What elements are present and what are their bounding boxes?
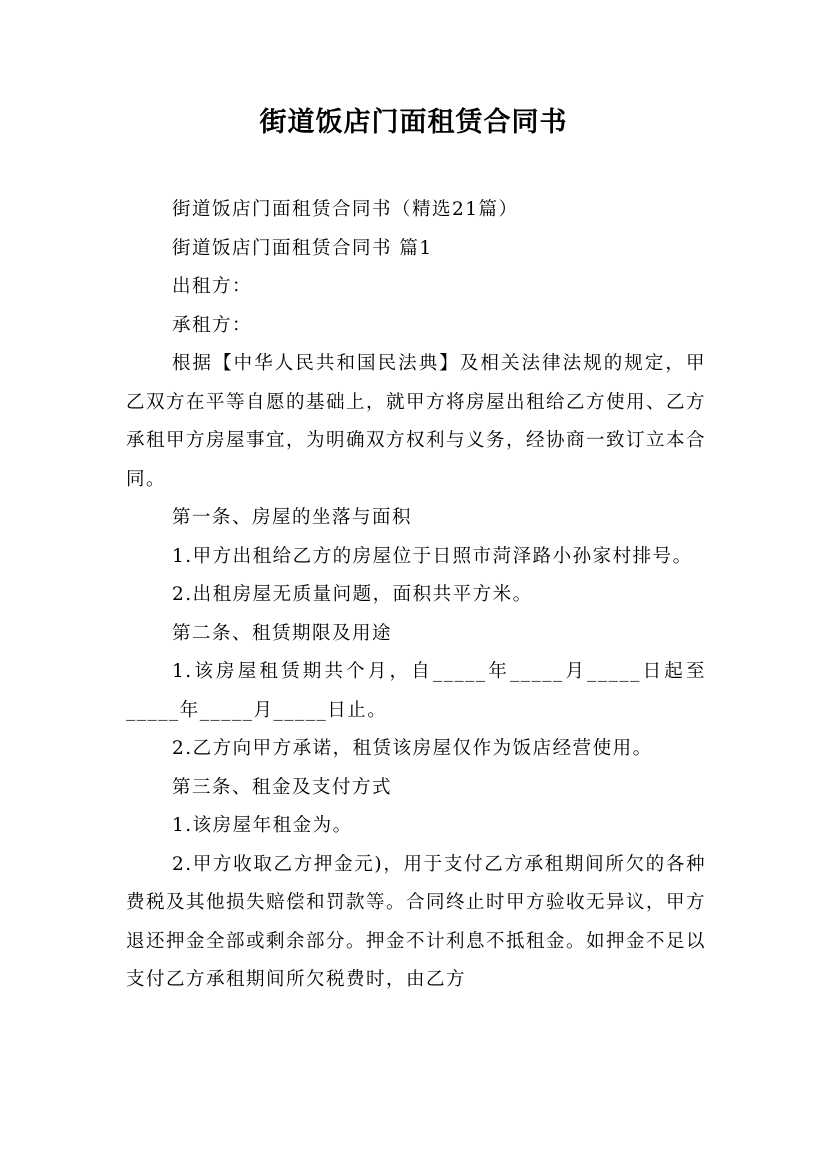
paragraph-article-2-item-1: 1.该房屋租赁期共个月，自_____年_____月_____日起至_____年_____月_____日止。 (126, 661, 706, 721)
paragraph-preamble: 根据【中华人民共和国民法典】及相关法律法规的规定，甲乙双方在平等自愿的基础上，就甲方将房屋出租给乙方使用、乙方承租甲方房屋事宜，为明确双方权利与义务，经协商一致订立本合同。 (126, 353, 707, 490)
paragraph-article-1-heading: 第一条、房屋的坐落与面积 (172, 507, 413, 528)
paragraph-article-2-item-2: 2.乙方向甲方承诺，租赁该房屋仅作为饭店经营使用。 (172, 738, 653, 759)
paragraph-article-1-item-1: 1.甲方出租给乙方的房屋位于日照市菏泽路小孙家村排号。 (172, 545, 693, 567)
document-body (126, 191, 706, 1000)
paragraph-section-heading: 街道饭店门面租赁合同书 篇1 (172, 237, 433, 259)
paragraph-article-3-item-2: 2.甲方收取乙方押金元)，用于支付乙方承租期间所欠的各种费税及其他损失赔偿和罚款等。合同终止时甲方验收无异议，甲方退还押金全部或剩余部分。押金不计利息不抵租金。如押金不足以支付乙方承租期间所欠税费时，由乙方 (126, 853, 707, 990)
paragraph-article-3-item-1: 1.该房屋年租金为。 (172, 815, 353, 836)
paragraph-subtitle: 街道饭店门面租赁合同书（精选21篇） (172, 199, 519, 220)
document-title: 街道饭店门面租赁合同书 (259, 107, 568, 138)
paragraph-lessee: 承租方： (172, 314, 253, 336)
paragraph-article-3-heading: 第三条、租金及支付方式 (172, 776, 393, 798)
paragraph-article-1-item-2: 2.出租房屋无质量问题，面积共平方米。 (172, 584, 533, 605)
paragraph-article-2-heading: 第二条、租赁期限及用途 (172, 622, 393, 644)
paragraph-lessor: 出租方： (172, 276, 253, 297)
